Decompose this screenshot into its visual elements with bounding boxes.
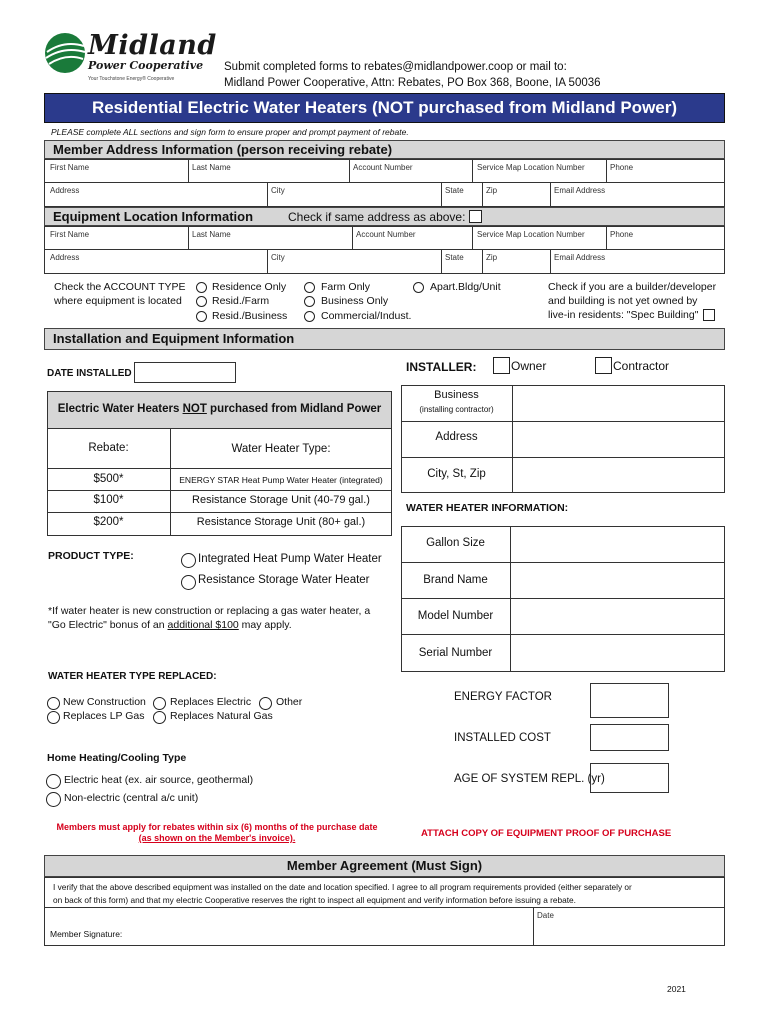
equipment-location-heading: Equipment Location Information <box>53 209 254 224</box>
heater-type-3: Resistance Storage Unit (80+ gal.) <box>196 516 366 528</box>
members-warning-1: Members must apply for rebates within six (6) months of the purchase date <box>56 822 378 832</box>
age-system-input[interactable] <box>590 763 669 793</box>
serial-number-input[interactable] <box>511 635 724 671</box>
agreement-text-1: I verify that the above described equipment was installed on the date and location specified. I agree to all program requirements provided (either separately or <box>53 882 632 892</box>
brand-name-label: Brand Name <box>423 574 488 586</box>
equip-last-name-field[interactable]: Last Name <box>192 230 231 239</box>
member-service-map-field[interactable]: Service Map Location Number <box>477 163 585 172</box>
title-bar <box>44 93 725 123</box>
energy-factor-label: ENERGY FACTOR <box>454 691 552 703</box>
radio-business-only[interactable] <box>304 296 315 307</box>
radio-new-construction[interactable] <box>47 697 60 710</box>
heater-type-1: ENERGY STAR Heat Pump Water Heater (integrated) <box>179 475 383 485</box>
member-account-number-field[interactable]: Account Number <box>353 163 413 172</box>
equip-account-number-field[interactable]: Account Number <box>356 230 416 239</box>
replaces-natural-gas-label: Replaces Natural Gas <box>170 710 273 722</box>
date-signed-input[interactable] <box>534 908 724 945</box>
attach-proof-warning: ATTACH COPY OF EQUIPMENT PROOF OF PURCHASE <box>421 828 672 839</box>
logo-sub: Power Cooperative <box>88 59 204 72</box>
installed-cost-label: INSTALLED COST <box>454 732 551 744</box>
type-replaced-heading: WATER HEATER TYPE REPLACED: <box>48 671 217 682</box>
serial-number-label: Serial Number <box>418 647 493 659</box>
rebate-amount-1: $500* <box>93 473 124 485</box>
radio-integrated-heat-pump[interactable] <box>181 553 196 568</box>
energy-factor-input[interactable] <box>590 683 669 718</box>
date-field-label: Date <box>537 911 554 920</box>
model-number-label: Model Number <box>417 610 494 622</box>
electric-heat-label: Electric heat (ex. air source, geothermal) <box>64 774 254 786</box>
option-farm-only-label: Farm Only <box>321 281 371 293</box>
water-heater-info-heading: WATER HEATER INFORMATION: <box>406 502 569 514</box>
same-address-label: Check if same address as above: <box>288 210 466 224</box>
installed-cost-input[interactable] <box>590 724 669 751</box>
owner-label: Owner <box>511 359 547 373</box>
member-address-heading: Member Address Information (person receiving rebate) <box>53 142 393 157</box>
contractor-checkbox[interactable] <box>595 357 612 374</box>
rebate-table-heading: Electric Water Heaters NOT purchased from Midland Power <box>57 403 382 415</box>
member-address-heading-bar <box>44 140 725 159</box>
submit-line-2: Midland Power Cooperative, Attn: Rebates, PO Box 368, Boone, IA 50036 <box>224 77 601 89</box>
radio-resid-farm[interactable] <box>196 296 207 307</box>
go-electric-note-2: "Go Electric" bonus of an additional $100 may apply. <box>48 619 292 631</box>
submit-line-1: Submit completed forms to rebates@midlandpower.coop or mail to: <box>224 61 567 73</box>
go-electric-note-1: *If water heater is new construction or replacing a gas water heater, a <box>48 605 371 617</box>
installer-city-input[interactable] <box>513 458 724 493</box>
members-warning-2: (as shown on the Member's invoice). <box>138 833 296 843</box>
city-st-zip-label: City, St, Zip <box>427 468 486 480</box>
option-residence-only-label: Residence Only <box>212 281 287 293</box>
product-type-label: PRODUCT TYPE: <box>48 550 134 562</box>
brand-name-input[interactable] <box>511 563 724 598</box>
option-business-only-label: Business Only <box>321 295 389 307</box>
other-label: Other <box>276 696 303 708</box>
rebate-col-header: Rebate: <box>88 442 129 454</box>
installation-heading: Installation and Equipment Information <box>53 331 295 346</box>
equip-email-field[interactable]: Email Address <box>554 253 606 262</box>
equip-phone-field[interactable]: Phone <box>610 230 634 239</box>
installer-address-input[interactable] <box>513 422 724 457</box>
instructions: PLEASE complete ALL sections and sign form to ensure proper and prompt payment of rebate. <box>51 127 409 137</box>
member-signature-label: Member Signature: <box>50 929 123 939</box>
business-sub-label: (installing contractor) <box>419 405 494 414</box>
model-number-input[interactable] <box>511 599 724 634</box>
rebate-table-header <box>48 392 391 429</box>
date-installed-input[interactable] <box>134 362 236 383</box>
radio-replaces-natural-gas[interactable] <box>153 711 166 724</box>
radio-non-electric[interactable] <box>46 792 61 807</box>
logo-tagline: Your Touchstone Energy® Cooperative <box>88 76 175 82</box>
gallon-size-input[interactable] <box>511 527 724 562</box>
member-phone-field[interactable]: Phone <box>610 163 634 172</box>
account-type-prompt-1: Check the ACCOUNT TYPE <box>54 281 186 293</box>
member-state-field[interactable]: State <box>445 186 464 195</box>
replaces-lp-gas-label: Replaces LP Gas <box>63 710 145 722</box>
member-address-field[interactable]: Address <box>50 186 80 195</box>
radio-apart-bldg-unit[interactable] <box>413 282 424 293</box>
equipment-location-heading-bar <box>44 207 725 226</box>
radio-replaces-lp-gas[interactable] <box>47 711 60 724</box>
installer-label: INSTALLER: <box>406 360 477 374</box>
heating-cooling-heading: Home Heating/Cooling Type <box>47 752 187 764</box>
member-email-field[interactable]: Email Address <box>554 186 606 195</box>
radio-other[interactable] <box>259 697 272 710</box>
member-zip-field[interactable]: Zip <box>486 186 498 195</box>
business-label: Business <box>434 389 479 401</box>
installation-heading-bar <box>44 328 725 350</box>
contractor-label: Contractor <box>613 359 670 373</box>
radio-farm-only[interactable] <box>304 282 315 293</box>
member-signature-input[interactable] <box>140 908 532 945</box>
rebate-amount-3: $200* <box>93 516 124 528</box>
equip-first-name-field[interactable]: First Name <box>50 230 90 239</box>
footer-year: 2021 <box>667 984 686 994</box>
equip-state-field[interactable]: State <box>445 253 464 262</box>
equip-zip-field[interactable]: Zip <box>486 253 498 262</box>
agreement-heading: Member Agreement (Must Sign) <box>286 858 483 873</box>
heater-type-col-header: Water Heater Type: <box>231 443 331 455</box>
option-apart-bldg-unit-label: Apart.Bldg/Unit <box>430 281 501 293</box>
option-resid-business-label: Resid./Business <box>212 310 288 322</box>
integrated-heat-pump-label: Integrated Heat Pump Water Heater <box>198 553 382 565</box>
builder-text-1: Check if you are a builder/developer <box>548 281 717 293</box>
agreement-heading-bar <box>44 855 725 877</box>
equip-city-field[interactable]: City <box>271 253 285 262</box>
page-title: Residential Electric Water Heaters (NOT purchased from Midland Power) <box>91 98 678 117</box>
logo <box>44 30 224 82</box>
option-commercial-indust-label: Commercial/Indust. <box>321 310 412 322</box>
radio-resistance-storage[interactable] <box>181 575 196 590</box>
radio-replaces-electric[interactable] <box>153 697 166 710</box>
address-label: Address <box>435 431 478 443</box>
age-system-label: AGE OF SYSTEM REPL. (yr) <box>454 773 605 785</box>
builder-text-3: live-in residents: "Spec Building" <box>548 309 699 321</box>
gallon-size-label: Gallon Size <box>426 537 485 549</box>
option-resid-farm-label: Resid./Farm <box>212 295 270 307</box>
equip-service-map-field[interactable]: Service Map Location Number <box>477 230 585 239</box>
replaces-electric-label: Replaces Electric <box>170 696 252 708</box>
member-last-name-field[interactable]: Last Name <box>192 163 231 172</box>
radio-residence-only[interactable] <box>196 282 207 293</box>
radio-resid-business[interactable] <box>196 311 207 322</box>
same-address-checkbox[interactable] <box>469 210 482 223</box>
globe-icon <box>44 32 86 74</box>
spec-building-checkbox[interactable] <box>703 309 715 321</box>
builder-text-2: and building is not yet owned by <box>548 295 698 307</box>
date-installed-label: DATE INSTALLED <box>47 368 132 379</box>
member-first-name-field[interactable]: First Name <box>50 163 90 172</box>
resistance-storage-label: Resistance Storage Water Heater <box>198 574 370 586</box>
heater-type-2: Resistance Storage Unit (40-79 gal.) <box>192 494 370 506</box>
equip-address-field[interactable]: Address <box>50 253 80 262</box>
logo-name: Midland <box>88 30 217 61</box>
radio-commercial-indust[interactable] <box>304 311 315 322</box>
agreement-text-2: on back of this form) and that my electric Cooperative reserves the right to inspect all equipment and verify information before issuing a rebate. <box>53 895 576 905</box>
owner-checkbox[interactable] <box>493 357 510 374</box>
business-input[interactable] <box>513 386 724 421</box>
account-type-prompt-2: where equipment is located <box>54 295 182 307</box>
non-electric-label: Non-electric (central a/c unit) <box>64 792 199 804</box>
new-construction-label: New Construction <box>63 696 146 708</box>
radio-electric-heat[interactable] <box>46 774 61 789</box>
rebate-amount-2: $100* <box>93 494 124 506</box>
member-city-field[interactable]: City <box>271 186 285 195</box>
